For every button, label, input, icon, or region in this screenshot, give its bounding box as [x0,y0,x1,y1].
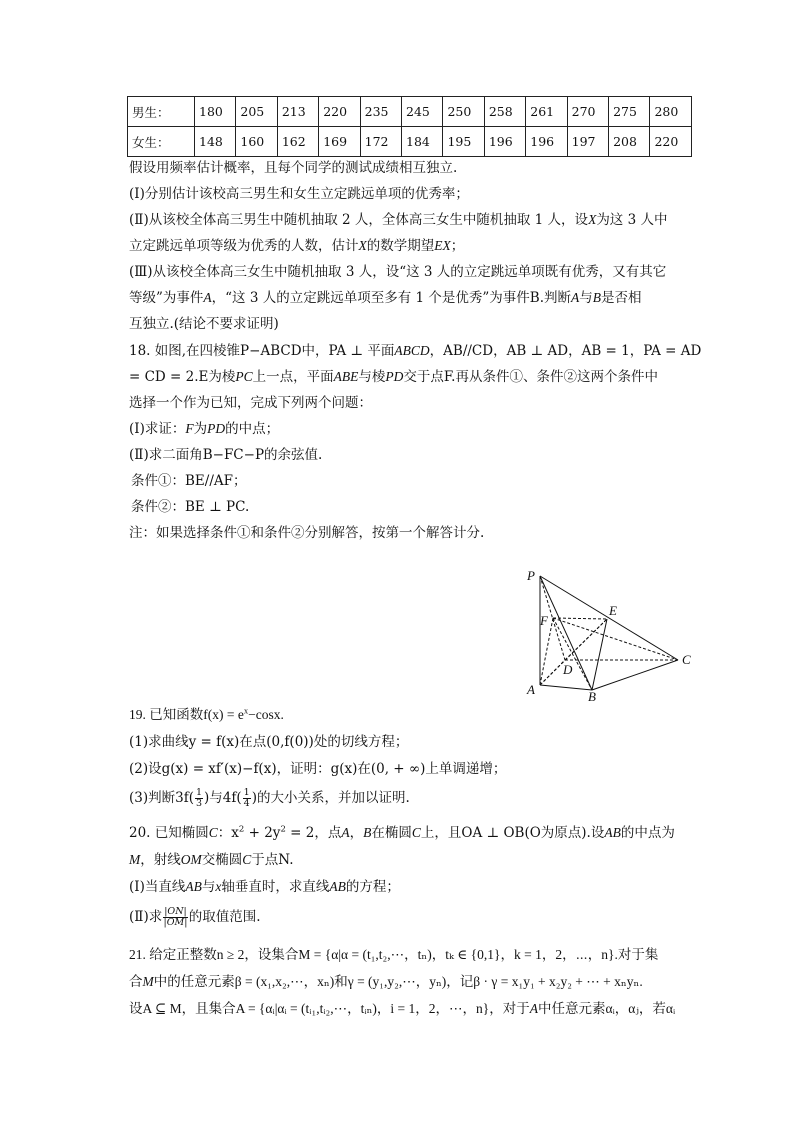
var-AB: AB [185,879,202,894]
text: 中任意元素αᵢ，αⱼ，若αᵢ [538,1001,676,1016]
var-PD: PD [207,421,226,436]
table-cell: 280 [650,97,692,127]
text: )与4f( [204,790,242,806]
text: 中的任意元素β = (x₁,x₂,⋯，xₙ)和γ = (y₁,y₂,⋯，yₙ)，记β · γ = x₁y₁ + x₂y₂ + ⋯ + xₙyₙ. [153,974,643,989]
denominator: |OM| [163,917,188,928]
text: 与 [579,290,593,306]
q21-line1: 21. 给定正整数n ≥ 2，设集合M = {α|α = (t₁,t₂,⋯，tₙ)，tₖ ∈ {0,1}，k = 1，2，⋯，n}.对于集 [129,947,659,962]
text: ； [450,238,465,254]
text: 20. 已知椭圆 [129,825,209,841]
var-OM: OM [180,852,202,867]
label-D: D [563,662,573,677]
text: ，“这 3 人的立定跳远单项至多有 1 个是优秀”为事件B.判断 [211,290,572,306]
text: (3)判断3f( [129,790,194,806]
q20-line2 [129,850,294,870]
table-cell: 261 [526,97,567,127]
edge-BC [592,660,678,690]
var-B: B [592,290,602,305]
q20-line1 [129,823,675,843]
var-A: A [529,1001,539,1016]
q18-part1 [129,419,279,439]
table-cell: 169 [319,127,360,157]
segment-FC [553,618,678,660]
label-B: B [588,689,596,703]
text: 与 [201,879,216,895]
q18-line3: 选择一个作为已知，完成下列两个问题： [129,395,372,411]
var-X: X [588,212,597,227]
var-A: A [203,290,212,305]
q17-part2-line2 [129,236,464,256]
text: ，AB//CD，AB ⊥ AD，AB = 1，PA = AD [429,343,702,359]
table-row-male [128,97,692,127]
var-C: C [242,852,252,867]
table-cell: 258 [484,97,525,127]
score-table [127,96,692,157]
table-cell: 208 [609,127,650,157]
table-cell: 275 [609,97,650,127]
var-B: B [363,825,372,840]
text: ， [349,825,364,841]
q17-part3-line1: (Ⅲ)从该校全体高三女生中随机抽取 3 人，设“这 3 人的立定跳远单项既有优秀，又有其它 [129,264,667,280]
q17-part1: (Ⅰ)分别估计该校高三男生和女生立定跳远单项的优秀率； [129,186,469,202]
var-AB: AB [604,825,621,840]
text: 2 [238,824,245,835]
var-F: F [185,421,194,436]
text: −cosx. [248,707,284,722]
var-ABCD: ABCD [394,343,430,358]
table-cell: 196 [484,127,525,157]
text: (Ⅰ)求证： [129,421,186,437]
table-cell: 213 [277,97,318,127]
q17-assumption: 假设用频率估计概率，且每个同学的测试成绩相互独立. [129,160,458,176]
text: 的中点为 [620,825,675,841]
pyramid-figure [520,563,700,703]
text: 是否相 [601,290,642,306]
var-ABE: ABE [333,369,359,384]
q17-part3-line3: 互独立.(结论不要求证明) [129,316,279,332]
text: 与棱 [358,369,386,385]
q18-part2: (Ⅱ)求二面角B−FC−P的余弦值. [129,447,323,463]
var-AB: AB [329,879,346,894]
table-cell: 250 [443,97,484,127]
text: x [243,705,249,716]
table-cell: 148 [195,127,236,157]
text: 为 [193,421,208,437]
q20-part2 [129,907,261,928]
text: + 2y [244,825,281,841]
denominator: 3 [195,798,203,809]
table-cell: 196 [526,127,567,157]
var-M: M [142,974,154,989]
text: 的中点； [225,421,280,437]
var-x: x [215,879,222,894]
label-C: C [682,652,691,667]
q21-line2 [129,972,643,992]
label-F: F [540,613,548,628]
q19-part3 [129,788,410,809]
table-cell: 172 [360,127,401,157]
table-cell: 195 [443,127,484,157]
label-P: P [527,568,535,583]
text: )的大小关系，并加以证明. [251,790,410,806]
numerator: 1 [243,787,250,798]
var-X: X [358,238,367,253]
table-cell: 197 [567,127,608,157]
text: (Ⅰ)当直线 [129,879,186,895]
text: ：x [217,825,239,841]
q17-part3-line2 [129,288,642,308]
text: 上一点，平面 [252,369,334,385]
q21-line3 [129,999,675,1019]
text: (Ⅱ)求 [129,909,163,925]
numerator: 1 [195,787,203,798]
row-label-male: 男生： [128,97,195,127]
table-cell: 235 [360,97,401,127]
q18-condition1: 条件①：BE//AF； [131,473,247,489]
text: = CD = 2.E为棱 [129,369,236,385]
numerator: |ON| [164,906,187,917]
text: 为这 3 人中 [596,212,668,228]
row-label-female: 女生： [128,127,195,157]
table-cell: 162 [277,127,318,157]
var-A: A [571,290,580,305]
denominator: 4 [243,798,250,809]
table-cell: 205 [236,97,277,127]
var-C: C [208,825,218,840]
var-M: M [129,852,141,867]
fraction-ON-OM [163,907,188,928]
text: 18. 如图,在四棱锥P−ABCD中，PA ⊥ 平面 [129,343,395,359]
segment-FE [553,618,607,619]
text: 上，且OA ⊥ OB(O为原点).设 [420,825,605,841]
text: 立定跳远单项等级为优秀的人数，估计 [129,238,359,254]
table-cell: 220 [319,97,360,127]
text: 的取值范围. [188,909,261,925]
table-cell: 220 [650,127,692,157]
fraction-1-3 [195,788,203,809]
text: 的方程； [345,879,400,895]
q17-part2-line1 [129,210,667,230]
text: 于点N. [251,852,294,868]
segment-FB [553,618,592,690]
text: 2 [280,824,286,835]
text: 合 [129,974,143,989]
text: = 2，点 [285,825,342,841]
var-C: C [411,825,421,840]
edge-AB [540,685,592,690]
table-cell: 180 [195,97,236,127]
label-E: E [609,603,617,618]
segment-BE [592,619,607,690]
text: 等级”为事件 [129,290,204,306]
text: 19. 已知函数f(x) = e [129,707,244,722]
q19-line1 [129,705,284,725]
label-A: A [527,682,535,697]
q18-condition2: 条件②：BE ⊥ PC. [131,499,250,515]
var-PD: PD [385,369,404,384]
segment-AF [540,618,553,685]
var-PC: PC [235,369,253,384]
table-cell: 160 [236,127,277,157]
table-cell: 270 [567,97,608,127]
var-A: A [341,825,350,840]
text: 在椭圆 [371,825,412,841]
q18-line1 [129,341,701,361]
fraction-1-4 [243,788,251,809]
table-cell: 245 [402,97,443,127]
text: 轴垂直时，求直线 [221,879,330,895]
q19-part1: (1)求曲线y = f(x)在点(0,f(0))处的切线方程； [129,734,409,750]
text: 的数学期望 [366,238,435,254]
text: 交于点F.再从条件①、条件②这两个条件中 [403,369,658,385]
text: 设A ⊆ M，且集合A = {αᵢ|αᵢ = (tᵢ₁,tᵢ₂,⋯，tᵢₙ)，i = 1，2，⋯，n}，对于 [129,1001,530,1016]
table-cell: 184 [402,127,443,157]
text: 交椭圆 [201,852,243,868]
q18-line2 [129,367,658,387]
q20-part1 [129,877,400,897]
table-row-female [128,127,692,157]
text: (Ⅱ)从该校全体高三男生中随机抽取 2 人，全体高三女生中随机抽取 1 人，设 [129,212,589,228]
q18-note: 注：如果选择条件①和条件②分别解答，按第一个解答计分. [129,525,485,541]
q19-part2: (2)设g(x) = xf′(x)−f(x)，证明：g(x)在(0, + ∞)上单调递增； [129,761,507,777]
text: ，射线 [140,852,181,868]
var-EX: EX [434,238,451,253]
